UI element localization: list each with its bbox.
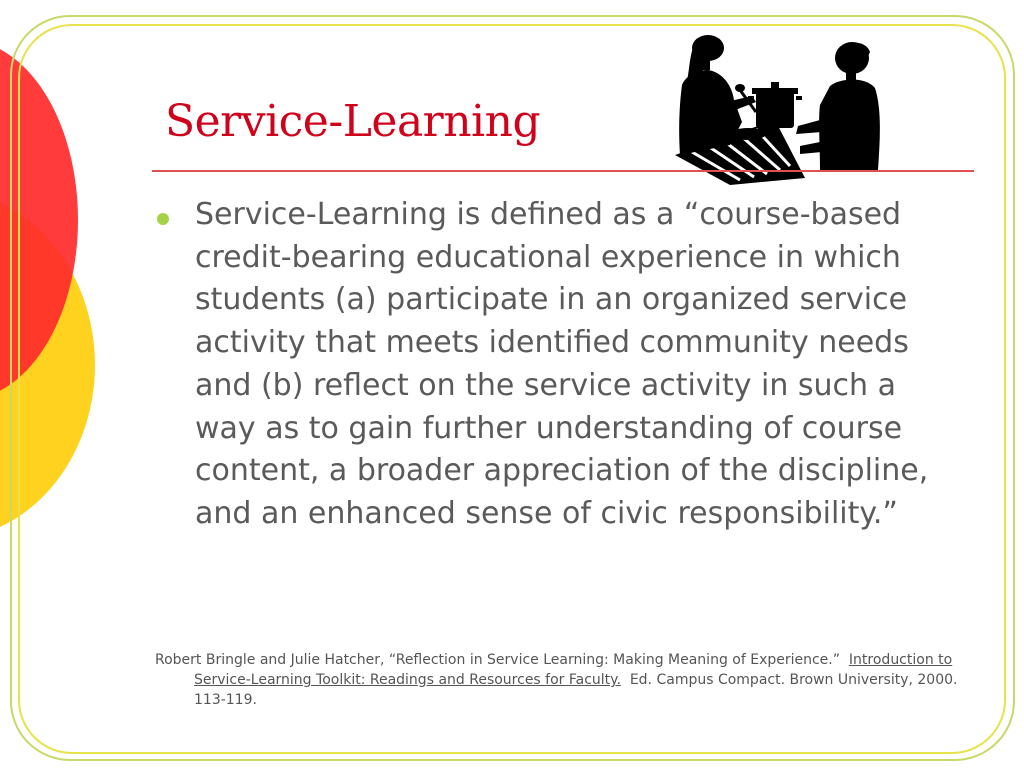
definition-text: Service-Learning is defined as a “course-based credit-bearing educational experience in which students (a) participate in an organized service activity that meets identified community needs and (b) reflect on the service activity in such a way as to gain further understanding of course content, a broader appreciation of the discipline, and an enhanced sense of civic responsibility.” xyxy=(195,197,929,531)
slide-title: Service-Learning xyxy=(165,96,541,147)
citation xyxy=(155,650,959,710)
bullet-dot xyxy=(157,213,169,225)
bowl xyxy=(730,128,766,140)
citation-publication: Ed. Campus Compact. Brown University, 2000. 113-119. xyxy=(194,672,958,708)
soup-pot xyxy=(748,82,802,128)
citation-authors: Robert Bringle and Julie Hatcher, “Reflection in Service Learning: Making Meaning of Experience.” xyxy=(155,652,841,668)
soup-kitchen-clipart xyxy=(670,30,980,190)
title-underline xyxy=(152,170,974,172)
citation-book-link[interactable]: Introduction to Service-Learning Toolkit: Readings and Resources for Faculty. xyxy=(194,652,953,688)
right-person-silhouette xyxy=(796,42,880,170)
